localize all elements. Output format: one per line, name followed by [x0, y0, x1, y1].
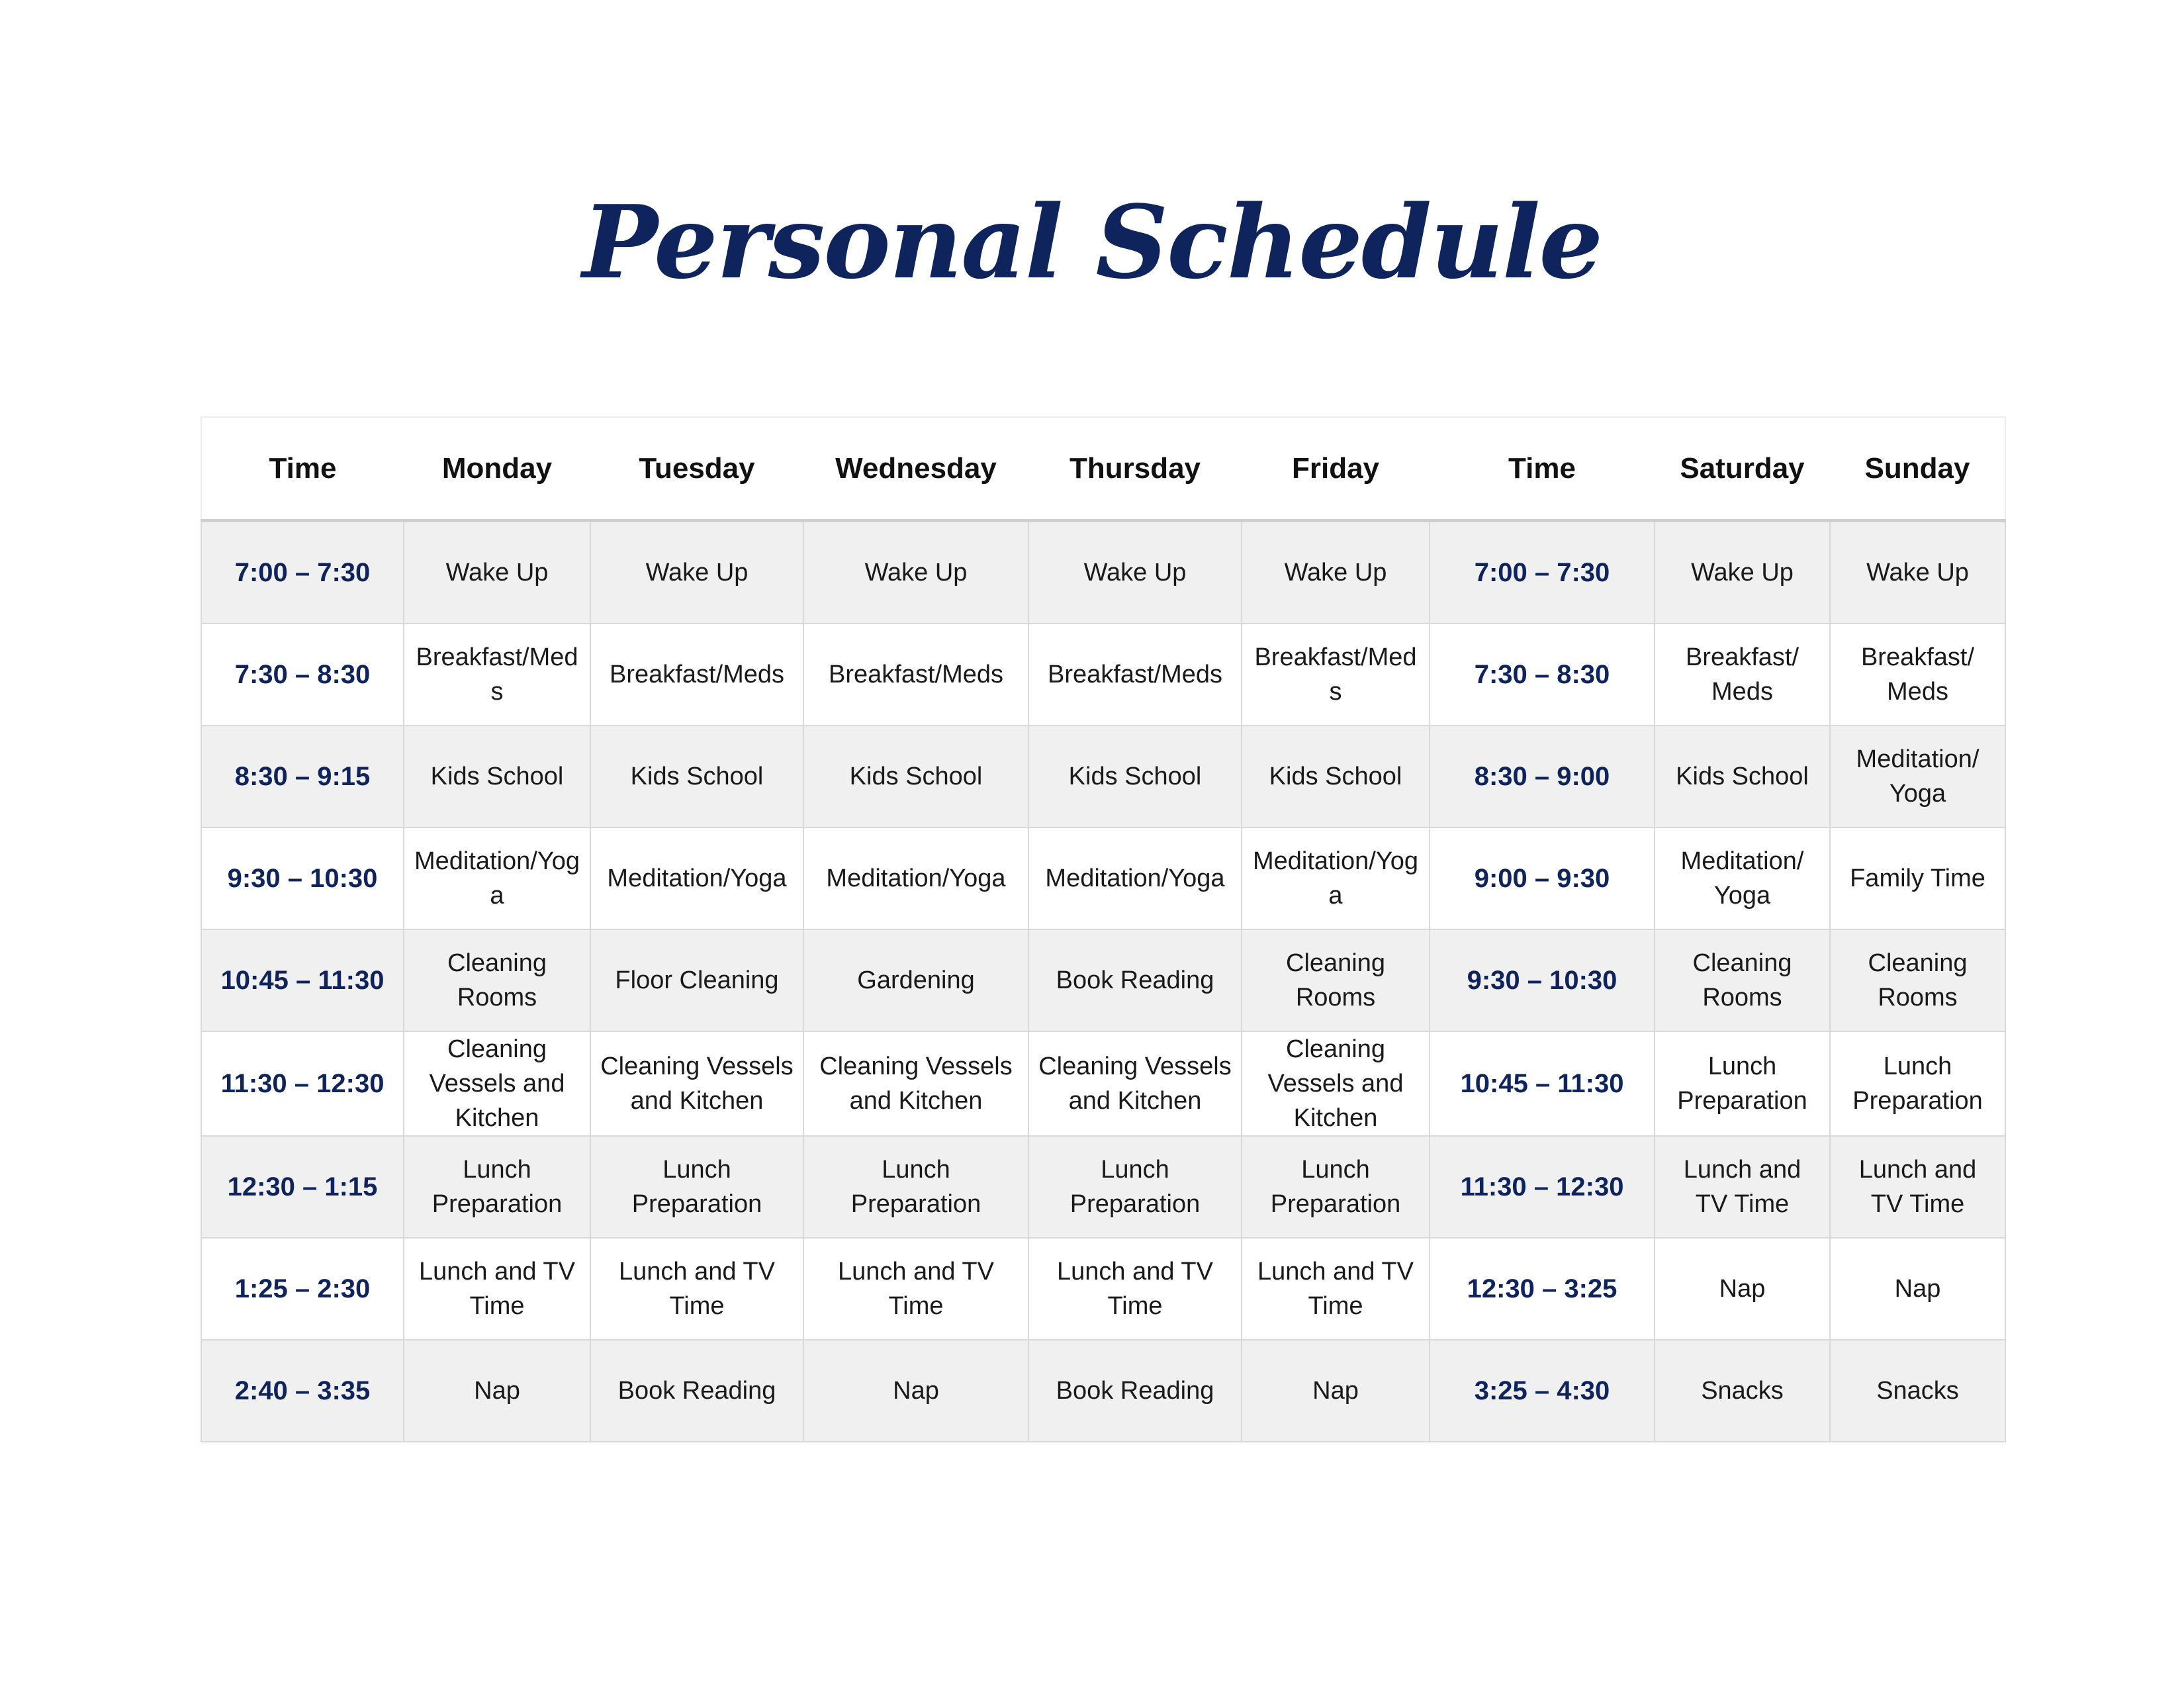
- time-slot-cell: 11:30 – 12:30: [1430, 1136, 1655, 1238]
- activity-cell-tuesday: Floor Cleaning: [590, 929, 803, 1031]
- activity-cell-saturday: Kids School: [1655, 726, 1830, 827]
- activity-cell-tuesday: Kids School: [590, 726, 803, 827]
- activity-cell-saturday: Nap: [1655, 1238, 1830, 1340]
- header-thursday: Thursday: [1028, 417, 1242, 521]
- header-sunday: Sunday: [1830, 417, 2005, 521]
- activity-cell-sunday: Lunch and TV Time: [1830, 1136, 2005, 1238]
- activity-cell-sunday: Meditation/ Yoga: [1830, 726, 2005, 827]
- activity-cell-monday: Breakfast/Meds: [404, 624, 590, 726]
- time-slot-cell: 2:40 – 3:35: [201, 1340, 404, 1442]
- activity-cell-wednesday: Meditation/Yoga: [803, 827, 1028, 929]
- time-slot-cell: 1:25 – 2:30: [201, 1238, 404, 1340]
- activity-cell-monday: Cleaning Vessels and Kitchen: [404, 1031, 590, 1136]
- activity-cell-monday: Nap: [404, 1340, 590, 1442]
- activity-cell-sunday: Family Time: [1830, 827, 2005, 929]
- activity-cell-saturday: Cleaning Rooms: [1655, 929, 1830, 1031]
- activity-cell-monday: Meditation/Yoga: [404, 827, 590, 929]
- time-slot-cell: 10:45 – 11:30: [201, 929, 404, 1031]
- page-title: Personal Schedule: [582, 183, 1602, 301]
- activity-cell-tuesday: Book Reading: [590, 1340, 803, 1442]
- activity-cell-wednesday: Gardening: [803, 929, 1028, 1031]
- time-slot-cell: 12:30 – 3:25: [1430, 1238, 1655, 1340]
- time-slot-cell: 9:30 – 10:30: [1430, 929, 1655, 1031]
- activity-cell-thursday: Lunch Preparation: [1028, 1136, 1242, 1238]
- activity-cell-thursday: Book Reading: [1028, 929, 1242, 1031]
- activity-cell-sunday: Nap: [1830, 1238, 2005, 1340]
- activity-cell-saturday: Snacks: [1655, 1340, 1830, 1442]
- schedule-header: [201, 417, 2005, 521]
- time-slot-cell: 8:30 – 9:15: [201, 726, 404, 827]
- activity-cell-sunday: Snacks: [1830, 1340, 2005, 1442]
- activity-cell-thursday: Book Reading: [1028, 1340, 1242, 1442]
- activity-cell-sunday: Cleaning Rooms: [1830, 929, 2005, 1031]
- activity-cell-thursday: Wake Up: [1028, 521, 1242, 624]
- time-slot-cell: 12:30 – 1:15: [201, 1136, 404, 1238]
- activity-cell-thursday: Lunch and TV Time: [1028, 1238, 1242, 1340]
- table-row: [201, 1136, 2005, 1238]
- time-slot-cell: 7:30 – 8:30: [201, 624, 404, 726]
- activity-cell-thursday: Cleaning Vessels and Kitchen: [1028, 1031, 1242, 1136]
- activity-cell-friday: Lunch Preparation: [1242, 1136, 1430, 1238]
- table-row: [201, 521, 2005, 624]
- activity-cell-wednesday: Lunch Preparation: [803, 1136, 1028, 1238]
- activity-cell-wednesday: Breakfast/Meds: [803, 624, 1028, 726]
- header-friday: Friday: [1242, 417, 1430, 521]
- table-row: [201, 1238, 2005, 1340]
- activity-cell-thursday: Breakfast/Meds: [1028, 624, 1242, 726]
- activity-cell-tuesday: Breakfast/Meds: [590, 624, 803, 726]
- time-slot-cell: 7:00 – 7:30: [201, 521, 404, 624]
- table-row: [201, 1031, 2005, 1136]
- activity-cell-thursday: Meditation/Yoga: [1028, 827, 1242, 929]
- activity-cell-tuesday: Lunch Preparation: [590, 1136, 803, 1238]
- time-slot-cell: 9:30 – 10:30: [201, 827, 404, 929]
- time-slot-cell: 7:30 – 8:30: [1430, 624, 1655, 726]
- activity-cell-tuesday: Meditation/Yoga: [590, 827, 803, 929]
- activity-cell-wednesday: Wake Up: [803, 521, 1028, 624]
- activity-cell-friday: Cleaning Vessels and Kitchen: [1242, 1031, 1430, 1136]
- activity-cell-saturday: Breakfast/ Meds: [1655, 624, 1830, 726]
- table-row: [201, 929, 2005, 1031]
- activity-cell-friday: Nap: [1242, 1340, 1430, 1442]
- activity-cell-tuesday: Wake Up: [590, 521, 803, 624]
- header-tuesday: Tuesday: [590, 417, 803, 521]
- activity-cell-sunday: Breakfast/ Meds: [1830, 624, 2005, 726]
- activity-cell-friday: Wake Up: [1242, 521, 1430, 624]
- activity-cell-tuesday: Lunch and TV Time: [590, 1238, 803, 1340]
- activity-cell-wednesday: Nap: [803, 1340, 1028, 1442]
- activity-cell-wednesday: Cleaning Vessels and Kitchen: [803, 1031, 1028, 1136]
- activity-cell-saturday: Lunch Preparation: [1655, 1031, 1830, 1136]
- time-slot-cell: 7:00 – 7:30: [1430, 521, 1655, 624]
- activity-cell-saturday: Wake Up: [1655, 521, 1830, 624]
- activity-cell-wednesday: Kids School: [803, 726, 1028, 827]
- table-row: [201, 1340, 2005, 1442]
- activity-cell-thursday: Kids School: [1028, 726, 1242, 827]
- activity-cell-monday: Lunch and TV Time: [404, 1238, 590, 1340]
- time-slot-cell: 9:00 – 9:30: [1430, 827, 1655, 929]
- activity-cell-sunday: Lunch Preparation: [1830, 1031, 2005, 1136]
- activity-cell-friday: Kids School: [1242, 726, 1430, 827]
- time-slot-cell: 8:30 – 9:00: [1430, 726, 1655, 827]
- activity-cell-monday: Cleaning Rooms: [404, 929, 590, 1031]
- header-monday: Monday: [404, 417, 590, 521]
- activity-cell-monday: Lunch Preparation: [404, 1136, 590, 1238]
- activity-cell-friday: Lunch and TV Time: [1242, 1238, 1430, 1340]
- activity-cell-friday: Meditation/Yoga: [1242, 827, 1430, 929]
- time-slot-cell: 11:30 – 12:30: [201, 1031, 404, 1136]
- table-row: [201, 726, 2005, 827]
- activity-cell-monday: Kids School: [404, 726, 590, 827]
- header-saturday: Saturday: [1655, 417, 1830, 521]
- schedule-body: [201, 521, 2005, 1442]
- activity-cell-saturday: Lunch and TV Time: [1655, 1136, 1830, 1238]
- activity-cell-tuesday: Cleaning Vessels and Kitchen: [590, 1031, 803, 1136]
- table-row: [201, 624, 2005, 726]
- time-slot-cell: 10:45 – 11:30: [1430, 1031, 1655, 1136]
- header-time-weekday: Time: [201, 417, 404, 521]
- activity-cell-wednesday: Lunch and TV Time: [803, 1238, 1028, 1340]
- table-row: [201, 827, 2005, 929]
- activity-cell-sunday: Wake Up: [1830, 521, 2005, 624]
- activity-cell-saturday: Meditation/ Yoga: [1655, 827, 1830, 929]
- activity-cell-monday: Wake Up: [404, 521, 590, 624]
- header-wednesday: Wednesday: [803, 417, 1028, 521]
- schedule-table: [201, 416, 2006, 1442]
- header-row: [201, 417, 2005, 521]
- activity-cell-friday: Cleaning Rooms: [1242, 929, 1430, 1031]
- header-time-weekend: Time: [1430, 417, 1655, 521]
- activity-cell-friday: Breakfast/Meds: [1242, 624, 1430, 726]
- time-slot-cell: 3:25 – 4:30: [1430, 1340, 1655, 1442]
